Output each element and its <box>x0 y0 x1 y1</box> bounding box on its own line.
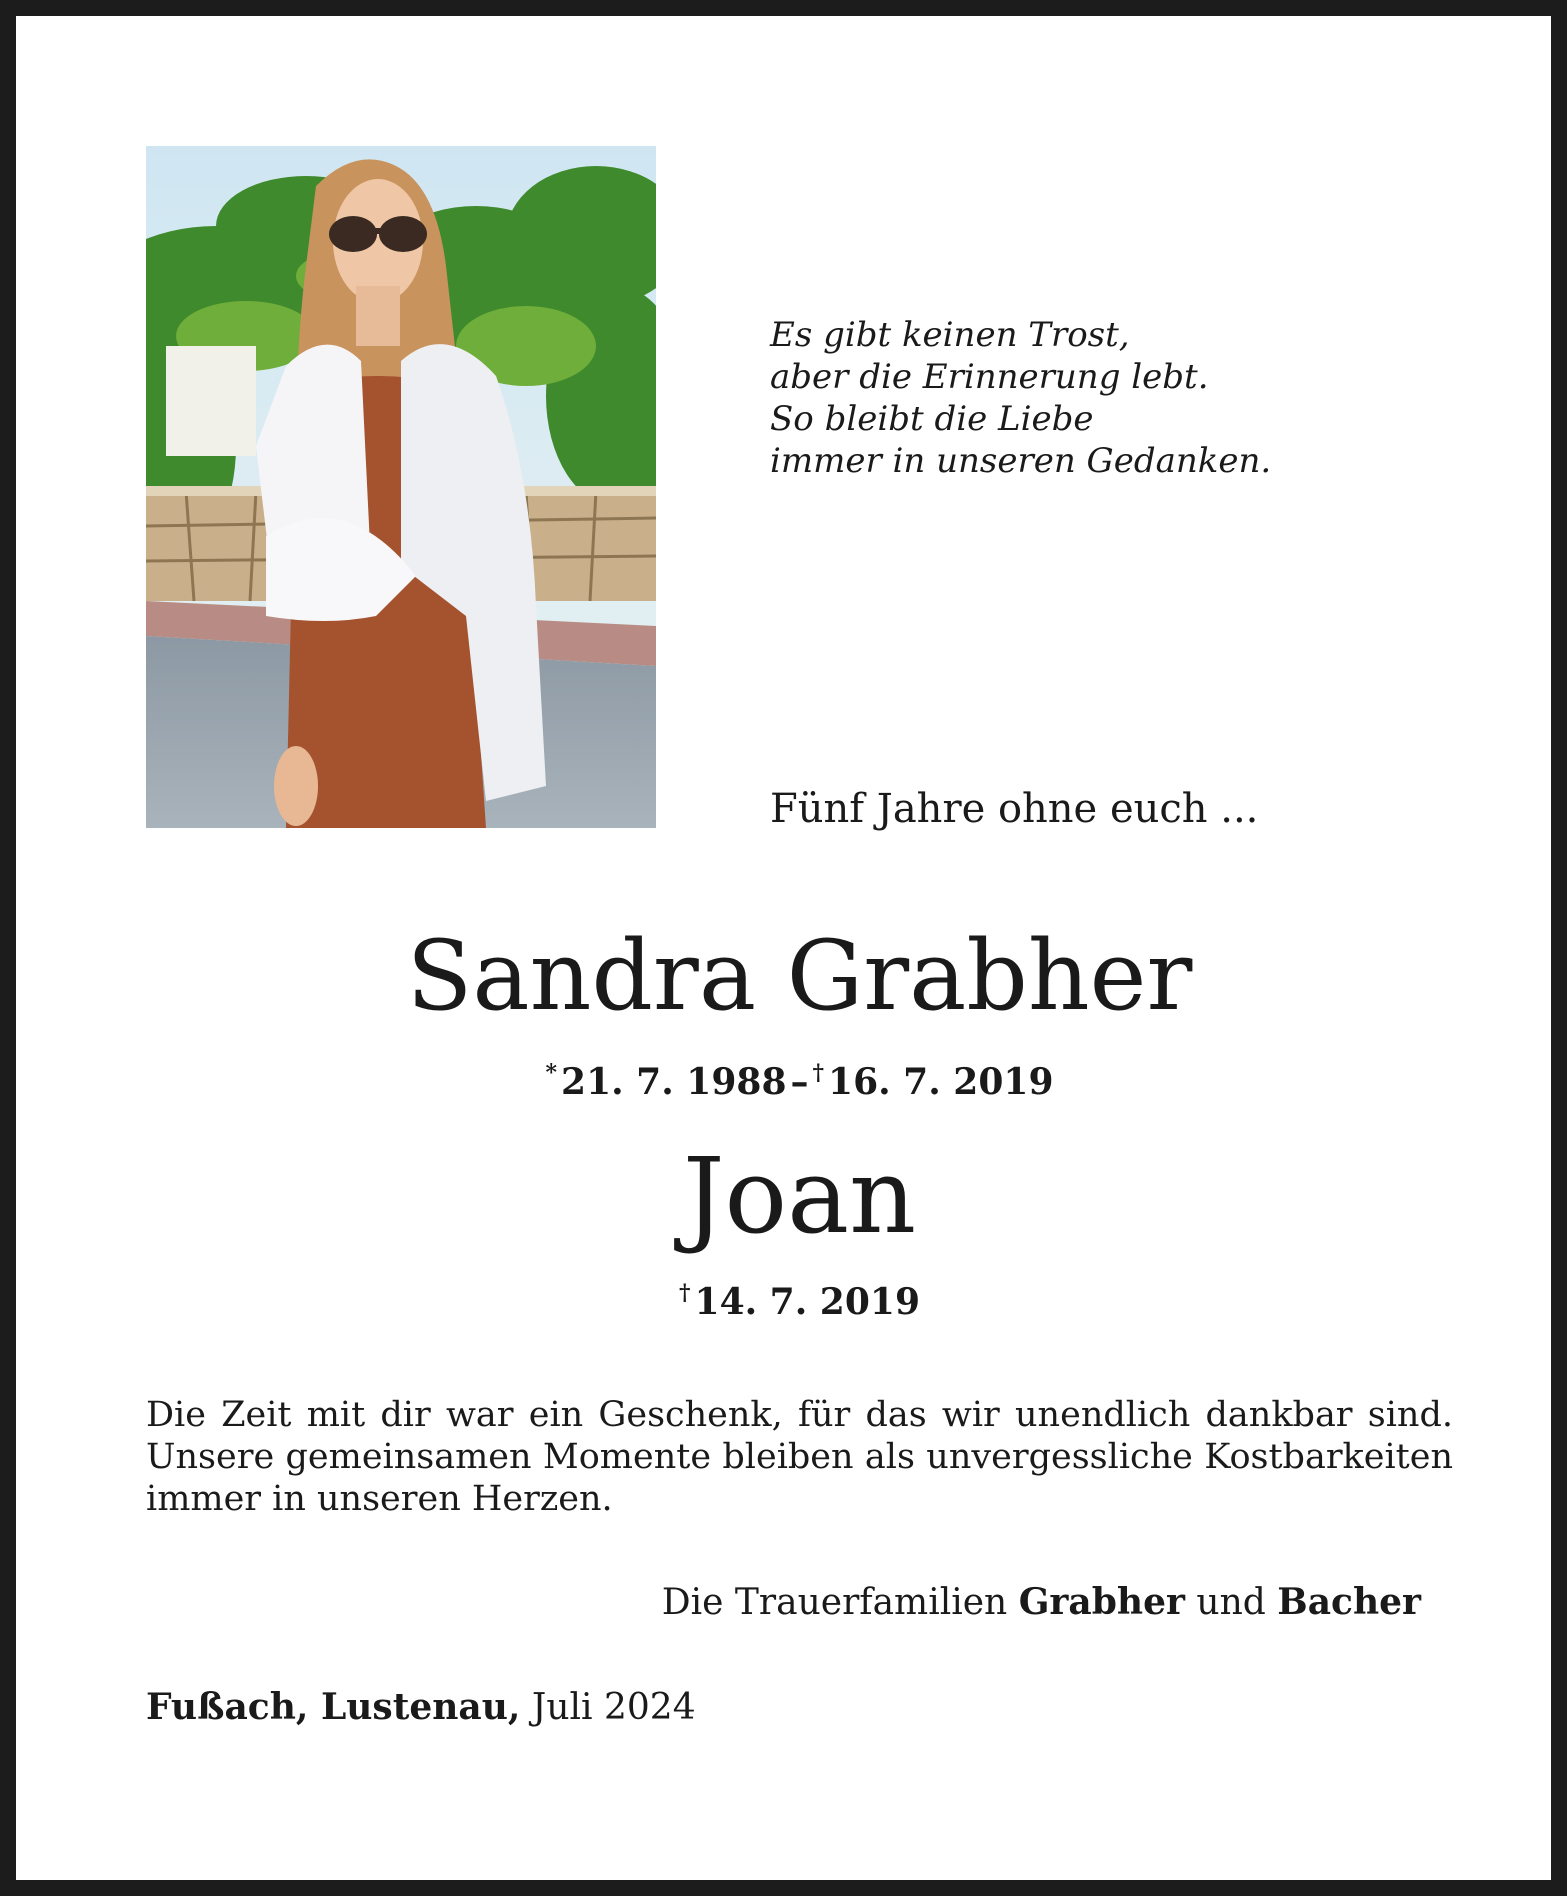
person2-dates <box>16 1271 1567 1324</box>
place-locations: Fußach, Lustenau, <box>146 1686 521 1728</box>
portrait-photo <box>146 146 656 828</box>
death-date: 14. 7. 2019 <box>694 1281 920 1323</box>
family-name: Grabher <box>1018 1581 1185 1623</box>
quote-line: Es gibt keinen Trost, <box>770 315 1130 355</box>
date-separator: – <box>790 1061 809 1103</box>
death-symbol: † <box>679 1280 691 1306</box>
place-date-text: Juli 2024 <box>531 1687 696 1728</box>
person1-dates <box>16 1051 1567 1104</box>
person2-name: Joan <box>682 1135 917 1257</box>
person1-name: Sandra Grabher <box>406 920 1193 1032</box>
family-signature <box>662 1581 1421 1623</box>
quote-line: immer in unseren Gedanken. <box>770 441 1272 481</box>
birth-symbol: * <box>545 1060 558 1086</box>
family-name: Bacher <box>1277 1581 1421 1623</box>
tagline: Fünf Jahre ohne euch ... <box>770 786 1259 832</box>
memorial-text: Die Zeit mit dir war ein Geschenk, für das wir unendlich dankbar sind. Unsere gemeinsamen Momente bleiben als unvergessliche Kostbarkeiten immer in unseren Herzen. <box>146 1395 1453 1519</box>
place-date <box>146 1686 696 1728</box>
death-date: 16. 7. 2019 <box>828 1061 1054 1103</box>
death-symbol: † <box>812 1060 825 1086</box>
quote-line: So bleibt die Liebe <box>770 399 1094 439</box>
memorial-quote <box>770 314 1271 482</box>
birth-date: 21. 7. 1988 <box>561 1061 787 1103</box>
signature-joiner: und <box>1196 1582 1266 1623</box>
signature-prefix: Die Trauerfamilien <box>661 1582 1008 1623</box>
quote-line: aber die Erinnerung lebt. <box>770 357 1209 397</box>
